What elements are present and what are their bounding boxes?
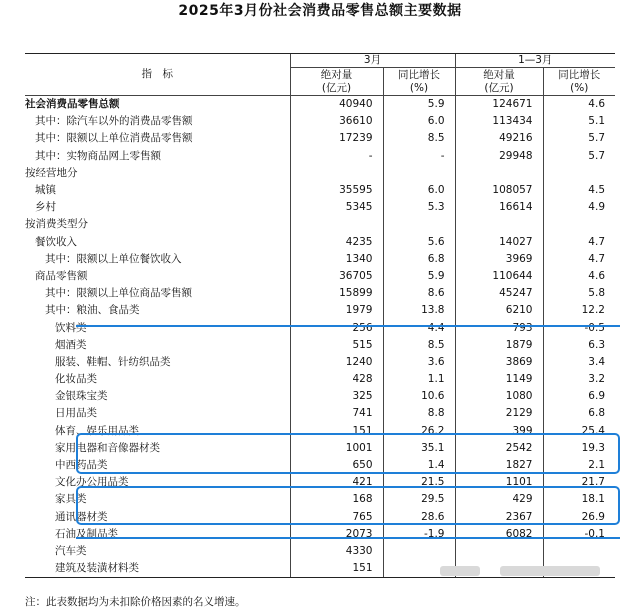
q1-growth: 4.6 <box>543 96 615 114</box>
table-row <box>25 96 615 114</box>
march-growth: 8.8 <box>383 405 455 422</box>
march-amount: 256 <box>290 319 383 336</box>
march-growth: 1.1 <box>383 371 455 388</box>
q1-growth: 5.7 <box>543 148 615 165</box>
march-growth: 8.5 <box>383 337 455 354</box>
q1-amount <box>455 543 543 560</box>
q1-growth: -0.5 <box>543 319 615 336</box>
march-amount: 151 <box>290 423 383 440</box>
q1-growth: 3.4 <box>543 354 615 371</box>
march-amount: 428 <box>290 371 383 388</box>
march-growth: 35.1 <box>383 440 455 457</box>
march-growth <box>383 216 455 233</box>
q1-amount <box>455 165 543 182</box>
march-growth: 6.8 <box>383 251 455 268</box>
row-label: 烟酒类 <box>55 338 87 351</box>
march-growth <box>383 165 455 182</box>
row-label: 按消费类型分 <box>25 218 88 231</box>
q1-growth <box>543 216 615 233</box>
march-amount: 151 <box>290 560 383 578</box>
table-row <box>25 509 615 526</box>
obscured-value <box>440 566 480 576</box>
page-title: 2025年3月份社会消费品零售总额主要数据 <box>178 3 462 19</box>
march-amount: 325 <box>290 388 383 405</box>
header-period-march: 3月 <box>290 54 455 68</box>
q1-growth: 4.9 <box>543 199 615 216</box>
row-label: 汽车类 <box>55 544 87 557</box>
q1-growth: 4.7 <box>543 234 615 251</box>
table-row <box>25 423 615 440</box>
march-amount: 5345 <box>290 199 383 216</box>
table-row <box>25 371 615 388</box>
row-label: 餐饮收入 <box>35 235 77 248</box>
row-label: 城镇 <box>35 184 56 197</box>
march-amount: 36610 <box>290 113 383 130</box>
q1-amount: 6210 <box>455 302 543 319</box>
q1-amount: 2129 <box>455 405 543 422</box>
table-row <box>25 268 615 285</box>
table-row <box>25 457 615 474</box>
row-label: 其中：限额以上单位消费品零售额 <box>35 132 193 145</box>
q1-amount <box>455 216 543 233</box>
march-amount <box>290 165 383 182</box>
row-label: 其中：除汽车以外的消费品零售额 <box>35 115 193 128</box>
march-growth: 6.0 <box>383 113 455 130</box>
table-row <box>25 474 615 491</box>
q1-amount: 793 <box>455 319 543 336</box>
table-row <box>25 337 615 354</box>
march-growth: 8.5 <box>383 130 455 147</box>
table-row <box>25 182 615 199</box>
row-label: 通讯器材类 <box>55 510 108 523</box>
q1-amount: 3969 <box>455 251 543 268</box>
header-growth-march: 同比增长 (%) <box>383 68 455 96</box>
row-label: 乡村 <box>35 201 56 214</box>
march-amount: 35595 <box>290 182 383 199</box>
row-label: 其中：实物商品网上零售额 <box>35 149 161 162</box>
table-row <box>25 148 615 165</box>
q1-amount: 110644 <box>455 268 543 285</box>
row-label: 其中：限额以上单位餐饮收入 <box>45 252 182 265</box>
row-label: 商品零售额 <box>35 269 88 282</box>
row-label: 社会消费品零售总额 <box>25 98 120 111</box>
q1-growth: 6.3 <box>543 337 615 354</box>
q1-amount: 429 <box>455 491 543 508</box>
march-amount: 421 <box>290 474 383 491</box>
march-growth <box>383 543 455 560</box>
header-abs-q1: 绝对量 (亿元) <box>455 68 543 96</box>
march-growth: 29.5 <box>383 491 455 508</box>
q1-growth: 4.7 <box>543 251 615 268</box>
march-growth: 26.2 <box>383 423 455 440</box>
header-indicator: 指 标 <box>25 54 290 96</box>
table-row <box>25 491 615 508</box>
q1-growth: -0.1 <box>543 526 615 543</box>
march-growth: 6.0 <box>383 182 455 199</box>
row-label: 建筑及装潢材料类 <box>25 560 290 578</box>
retail-sales-table <box>25 53 615 578</box>
q1-amount: 3869 <box>455 354 543 371</box>
table-row <box>25 388 615 405</box>
q1-growth: 5.1 <box>543 113 615 130</box>
march-amount: 36705 <box>290 268 383 285</box>
row-label: 石油及制品类 <box>55 527 118 540</box>
march-amount: 40940 <box>290 96 383 114</box>
q1-amount: 399 <box>455 423 543 440</box>
march-amount: 1340 <box>290 251 383 268</box>
footnote: 注：此表数据均为未扣除价格因素的名义增速。 <box>25 596 246 608</box>
q1-growth: 5.8 <box>543 285 615 302</box>
row-label: 文化办公用品类 <box>55 476 129 489</box>
row-label: 体育、娱乐用品类 <box>55 424 139 437</box>
march-amount: 17239 <box>290 130 383 147</box>
q1-growth: 4.5 <box>543 182 615 199</box>
table-row <box>25 285 615 302</box>
row-label: 按经营地分 <box>25 166 78 179</box>
q1-amount: 14027 <box>455 234 543 251</box>
march-amount: 515 <box>290 337 383 354</box>
row-label: 家用电器和音像器材类 <box>55 441 160 454</box>
header-abs-march: 绝对量 (亿元) <box>290 68 383 96</box>
row-label: 化妆品类 <box>55 373 97 386</box>
q1-amount: 1149 <box>455 371 543 388</box>
table-body <box>25 96 615 578</box>
table-row <box>25 405 615 422</box>
row-label: 饮料类 <box>55 321 87 334</box>
march-growth: -1.9 <box>383 526 455 543</box>
q1-growth <box>543 165 615 182</box>
row-label: 日用品类 <box>55 407 97 420</box>
q1-amount: 6082 <box>455 526 543 543</box>
table-row <box>25 440 615 457</box>
table-row <box>25 319 615 336</box>
march-growth: 1.4 <box>383 457 455 474</box>
row-label: 金银珠宝类 <box>55 390 108 403</box>
q1-amount: 113434 <box>455 113 543 130</box>
march-amount: 168 <box>290 491 383 508</box>
table-row <box>25 113 615 130</box>
march-amount: 1979 <box>290 302 383 319</box>
q1-growth: 6.9 <box>543 388 615 405</box>
q1-amount: 45247 <box>455 285 543 302</box>
q1-growth: 2.1 <box>543 457 615 474</box>
q1-growth: 12.2 <box>543 302 615 319</box>
march-amount: 2073 <box>290 526 383 543</box>
table-row <box>25 543 615 560</box>
row-label: 服装、鞋帽、针纺织品类 <box>55 355 171 368</box>
table-row <box>25 251 615 268</box>
table-row <box>25 526 615 543</box>
march-growth: 4.4 <box>383 319 455 336</box>
march-amount: 741 <box>290 405 383 422</box>
table-row <box>25 354 615 371</box>
table-row <box>25 216 615 233</box>
q1-amount: 2542 <box>455 440 543 457</box>
q1-amount: 1879 <box>455 337 543 354</box>
march-growth: 8.6 <box>383 285 455 302</box>
march-growth: 5.9 <box>383 268 455 285</box>
q1-growth: 19.3 <box>543 440 615 457</box>
q1-growth: 5.7 <box>543 130 615 147</box>
q1-growth: 4.6 <box>543 268 615 285</box>
march-amount: 1001 <box>290 440 383 457</box>
q1-growth: 18.1 <box>543 491 615 508</box>
q1-growth: 3.2 <box>543 371 615 388</box>
row-label: 其中：限额以上单位商品零售额 <box>45 287 192 300</box>
march-growth: 5.9 <box>383 96 455 114</box>
row-label: 其中：粮油、食品类 <box>45 304 140 317</box>
q1-amount: 16614 <box>455 199 543 216</box>
header-period-q1: 1—3月 <box>455 54 615 68</box>
q1-amount: 2367 <box>455 509 543 526</box>
q1-amount: 49216 <box>455 130 543 147</box>
obscured-value <box>500 566 600 576</box>
march-growth: 10.6 <box>383 388 455 405</box>
q1-amount: 29948 <box>455 148 543 165</box>
march-amount: 15899 <box>290 285 383 302</box>
q1-amount: 108057 <box>455 182 543 199</box>
march-growth: 13.8 <box>383 302 455 319</box>
q1-growth: 21.7 <box>543 474 615 491</box>
header-growth-q1: 同比增长 (%) <box>543 68 615 96</box>
march-growth: 5.6 <box>383 234 455 251</box>
row-label: 中西药品类 <box>55 459 108 472</box>
q1-growth: 26.9 <box>543 509 615 526</box>
march-amount: 765 <box>290 509 383 526</box>
q1-amount: 1827 <box>455 457 543 474</box>
march-amount: 1240 <box>290 354 383 371</box>
march-growth: 21.5 <box>383 474 455 491</box>
march-amount: 4330 <box>290 543 383 560</box>
q1-growth: 6.8 <box>543 405 615 422</box>
march-growth: 28.6 <box>383 509 455 526</box>
row-label: 家具类 <box>55 493 87 506</box>
table-row <box>25 234 615 251</box>
march-amount: - <box>290 148 383 165</box>
q1-amount: 1101 <box>455 474 543 491</box>
q1-growth: 25.4 <box>543 423 615 440</box>
march-amount: 4235 <box>290 234 383 251</box>
march-growth: 3.6 <box>383 354 455 371</box>
q1-amount: 1080 <box>455 388 543 405</box>
march-amount <box>290 216 383 233</box>
table-row <box>25 199 615 216</box>
q1-growth <box>543 543 615 560</box>
march-growth: - <box>383 148 455 165</box>
table-row <box>25 165 615 182</box>
march-growth: 5.3 <box>383 199 455 216</box>
march-amount: 650 <box>290 457 383 474</box>
q1-amount: 124671 <box>455 96 543 114</box>
table-row <box>25 130 615 147</box>
table-row <box>25 302 615 319</box>
